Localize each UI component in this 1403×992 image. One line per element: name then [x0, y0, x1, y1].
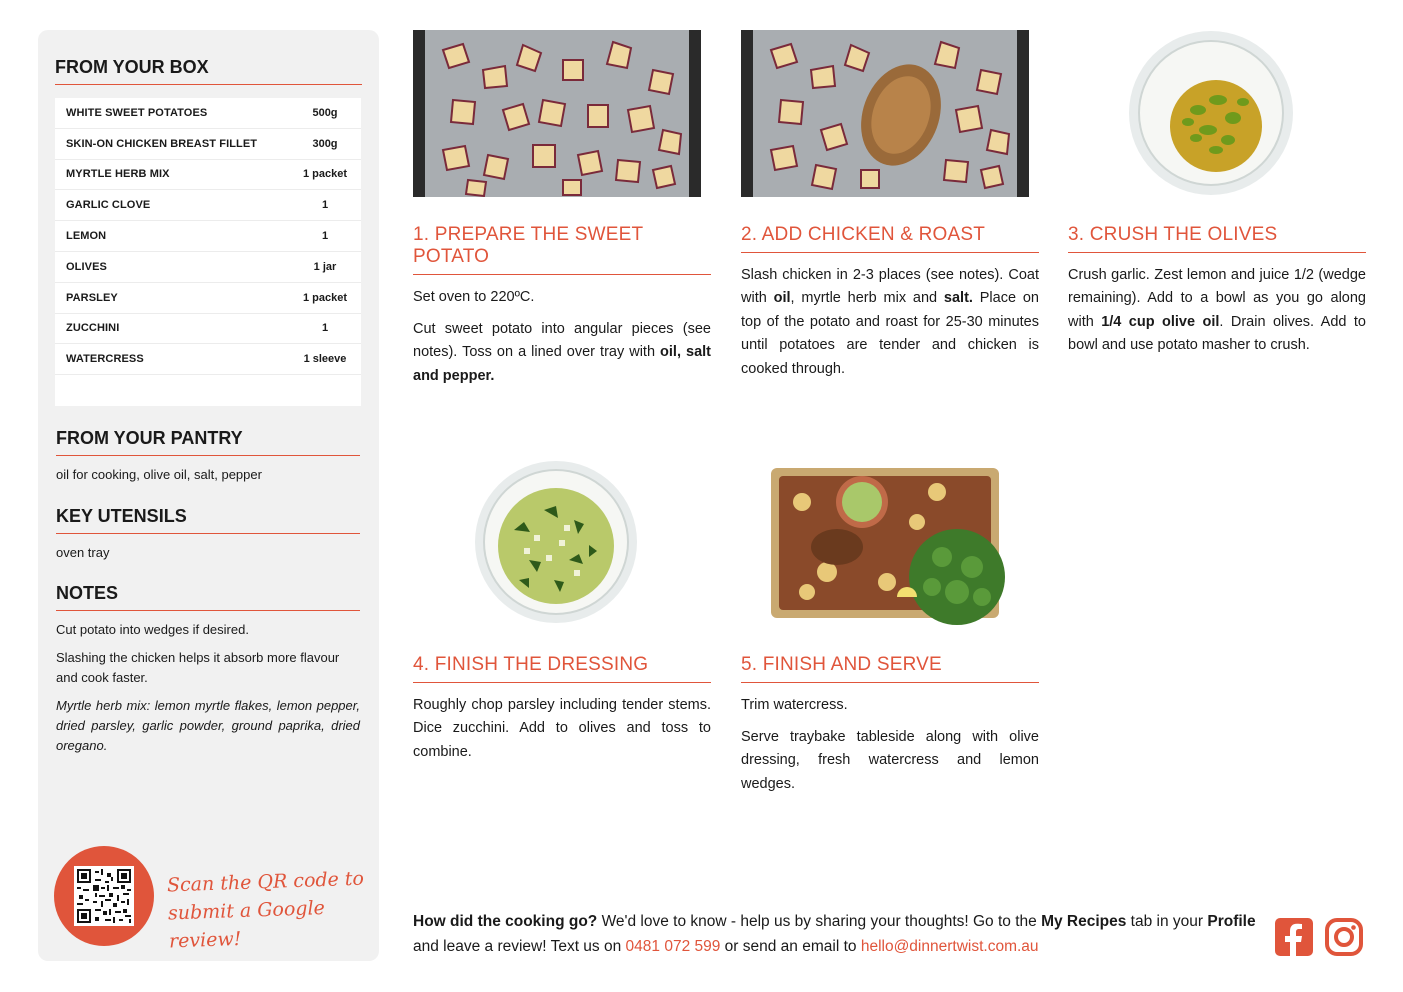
sweet-potato-tray-image	[413, 30, 701, 197]
phone-link[interactable]: 0481 072 599	[625, 938, 721, 955]
pantry-section	[56, 428, 360, 485]
ingredient-name: LEMON	[66, 230, 107, 243]
notes-title: NOTES	[56, 583, 360, 611]
step-text-span: Crush garlic. Zest lemon and juice 1/2 (wedge remaining). Add to a bowl as you go along with	[1068, 267, 1366, 330]
note-item: Cut potato into wedges if desired.	[56, 622, 249, 637]
step-text-bold: oil	[773, 290, 791, 307]
step-title: 3. CRUSH THE OLIVES	[1068, 224, 1366, 253]
step-body	[413, 286, 711, 388]
olive-bowl-image	[1128, 30, 1295, 197]
instagram-icon[interactable]	[1325, 918, 1363, 956]
step-text-span: , myrtle herb mix and	[790, 290, 944, 307]
notes-section	[56, 583, 360, 756]
step-text: Roughly chop parsley including tender stems. Dice zucchini. Add to olives and toss to combine.	[413, 697, 711, 760]
note-item: Myrtle herb mix: lemon myrtle flakes, lemon pepper, dried parsley, garlic powder, ground paprika, dried oregano.	[56, 698, 360, 753]
qr-caption	[167, 865, 370, 956]
ingredient-qty: 1 packet	[302, 168, 348, 181]
review-prompt	[413, 909, 1263, 959]
footer-text: tab in your	[1126, 913, 1208, 930]
footer-bold: Profile	[1207, 913, 1256, 930]
dressing-bowl-image	[474, 460, 639, 625]
ingredient-row	[55, 160, 361, 191]
ingredient-row	[55, 98, 361, 129]
ingredient-row	[55, 283, 361, 314]
ingredient-qty: 1	[321, 322, 329, 335]
utensils-text: oven tray	[56, 545, 110, 560]
step-text-bold: oil, salt and pepper.	[413, 344, 711, 384]
utensils-section	[56, 506, 360, 563]
ingredient-qty: 1	[321, 199, 329, 212]
step-text-span: Place on top of the potato and roast for 25-30 minutes until potatoes are tender and chicken is cooked through.	[741, 290, 1039, 377]
step-text: Trim watercress.	[741, 697, 848, 713]
step-1	[413, 224, 711, 388]
qr-badge	[54, 846, 154, 946]
step-body	[1068, 264, 1366, 358]
ingredient-row	[55, 221, 361, 252]
ingredient-qty: 500g	[312, 106, 338, 119]
step-title: 5. FINISH AND SERVE	[741, 654, 1039, 683]
footer-text: or send an email to	[720, 938, 861, 955]
step-text-span: Slash chicken in 2-3 places (see notes). Coat with	[741, 267, 1039, 307]
facebook-icon[interactable]	[1275, 918, 1313, 956]
ingredients-table	[55, 98, 361, 406]
note-item: Slashing the chicken helps it absorb more flavour and cook faster.	[56, 650, 340, 685]
sidebar	[38, 30, 379, 961]
qr-caption-line: Scan the QR code to	[166, 867, 365, 897]
ingredient-qty: 1 sleeve	[303, 353, 347, 366]
ingredient-qty: 1 packet	[302, 291, 348, 304]
footer-text: We'd love to know - help us by sharing your thoughts! Go to the	[597, 913, 1042, 930]
ingredient-row	[55, 314, 361, 345]
ingredient-row	[55, 129, 361, 160]
footer-bold: My Recipes	[1041, 913, 1127, 930]
step-text-bold: 1/4 cup olive oil	[1101, 313, 1220, 330]
step-text-span: . Drain olives. Add to bowl and use potato masher to crush.	[1068, 313, 1366, 354]
pantry-title: FROM YOUR PANTRY	[56, 428, 360, 456]
step-5	[741, 654, 1039, 796]
ingredient-qty: 1	[321, 230, 329, 243]
step-text	[741, 264, 1039, 381]
step-3	[1068, 224, 1366, 358]
ingredient-name: SKIN-ON CHICKEN BREAST FILLET	[66, 137, 258, 150]
footer-text: and leave a review! Text us on	[413, 938, 626, 955]
ingredient-name: OLIVES	[66, 260, 107, 273]
step-text	[413, 318, 711, 388]
ingredient-name: GARLIC CLOVE	[66, 199, 151, 212]
ingredient-name: ZUCCHINI	[66, 322, 120, 335]
ingredient-name: WHITE SWEET POTATOES	[66, 106, 208, 119]
email-link[interactable]: hello@dinnertwist.com.au	[860, 938, 1039, 955]
qr-code[interactable]	[74, 866, 134, 926]
ingredient-row	[55, 190, 361, 221]
step-body	[413, 694, 711, 764]
step-title: 4. FINISH THE DRESSING	[413, 654, 711, 683]
step-body	[741, 694, 1039, 796]
step-2	[741, 224, 1039, 381]
step-text: Serve traybake tableside along with olive dressing, fresh watercress and lemon wedges.	[741, 728, 1039, 792]
step-text	[1068, 264, 1366, 358]
qr-caption-line: submit a Google review!	[167, 897, 326, 953]
pantry-text: oil for cooking, olive oil, salt, pepper	[56, 467, 262, 482]
step-title: 2. ADD CHICKEN & ROAST	[741, 224, 1039, 253]
step-text: Set oven to 220ºC.	[413, 289, 535, 305]
ingredient-name: MYRTLE HERB MIX	[66, 168, 170, 181]
ingredient-name: PARSLEY	[66, 291, 118, 304]
traybake-image	[767, 462, 1017, 627]
qr-code-icon	[77, 869, 131, 923]
ingredient-name: WATERCRESS	[66, 353, 144, 366]
ingredient-row	[55, 252, 361, 283]
ingredient-qty: 1 jar	[313, 260, 337, 273]
step-text-span: Cut sweet potato into angular pieces (see notes). Toss on a lined over tray with	[413, 320, 711, 361]
step-4	[413, 654, 711, 764]
footer-bold: How did the cooking go?	[413, 913, 598, 930]
box-title: FROM YOUR BOX	[55, 57, 362, 85]
ingredient-qty: 300g	[312, 137, 338, 150]
utensils-title: KEY UTENSILS	[56, 506, 360, 534]
step-body	[741, 264, 1039, 381]
chicken-tray-image	[741, 30, 1029, 197]
step-text-bold: salt.	[943, 290, 973, 307]
ingredient-row	[55, 344, 361, 375]
step-title: 1. PREPARE THE SWEET POTATO	[413, 224, 711, 275]
